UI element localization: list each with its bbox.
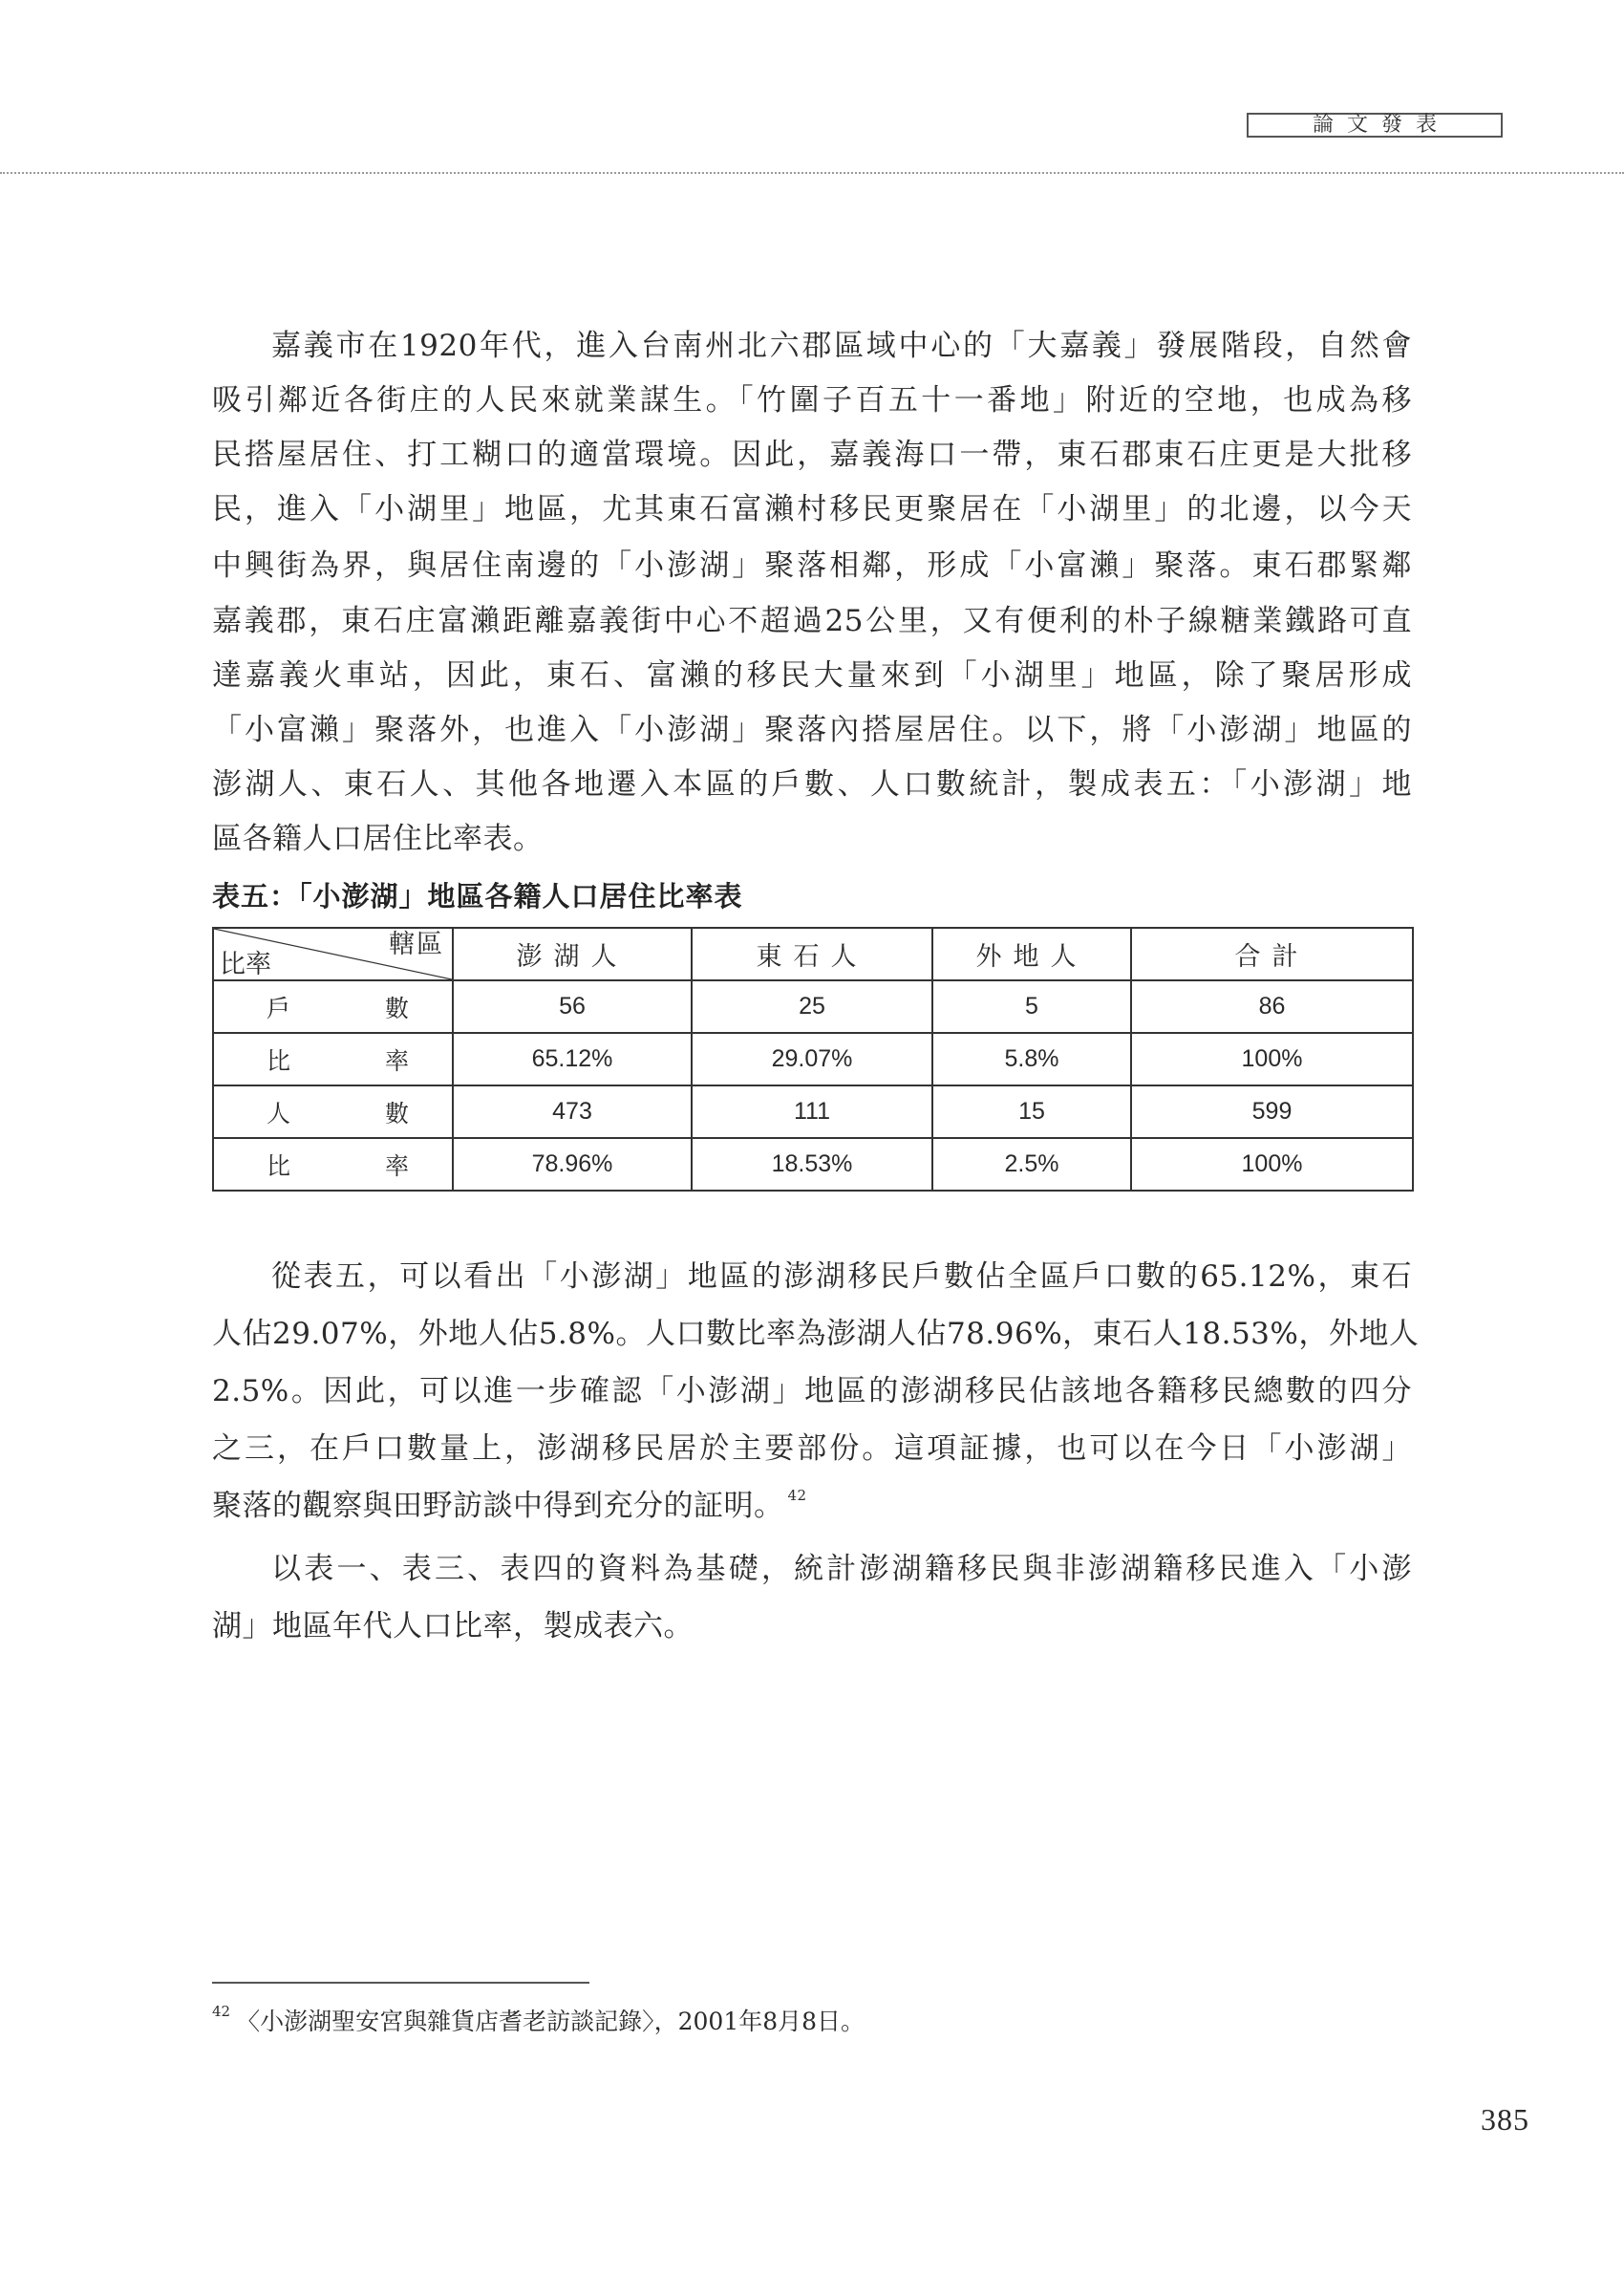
table-cell: 100% [1131, 1138, 1413, 1191]
table-cell: 29.07% [692, 1033, 932, 1085]
row-header [213, 1085, 453, 1138]
paragraph-line: 澎湖人、東石人、其他各地遷入本區的戶數、人口數統計，製成表五：「小澎湖」地 [212, 767, 1412, 802]
paragraph-line: 以表一、表三、表四的資料為基礎，統計澎湖籍移民與非澎湖籍移民進入「小澎 [271, 1552, 1412, 1586]
paragraph-line: 中興街為界，與居住南邊的「小澎湖」聚落相鄰，形成「小富瀨」聚落。東石郡緊鄰 [212, 548, 1412, 583]
table-header-row [213, 928, 1413, 980]
paragraph-line: 嘉義郡，東石庄富瀨距離嘉義街中心不超過25公里，又有便利的朴子線糖業鐵路可直 [212, 604, 1412, 638]
table-cell: 56 [453, 980, 692, 1033]
section-header-label: 論文發表 [1247, 113, 1503, 138]
paragraph-line: 嘉義市在1920年代，進入台南州北六郡區域中心的「大嘉義」發展階段，自然會 [271, 329, 1412, 363]
column-header: 東石人 [692, 928, 932, 980]
paragraph-line: 區各籍人口居住比率表。 [212, 822, 544, 856]
row-header [213, 1138, 453, 1191]
table-cell: 100% [1131, 1033, 1413, 1085]
corner-label-ratio: 比率 [220, 950, 271, 979]
table-title: 表五：「小澎湖」地區各籍人口居住比率表 [212, 880, 743, 913]
footnote [212, 2003, 865, 2041]
table-cell: 2.5% [932, 1138, 1131, 1191]
footnote-text: 〈小澎湖聖安宮與雜貨店耆老訪談記錄〉，2001年8月8日。 [236, 2008, 865, 2035]
footnote-reference[interactable]: 42 [787, 1487, 807, 1504]
row-label-char: 數 [384, 994, 409, 1022]
paragraph-line: 吸引鄰近各街庄的人民來就業謀生。「竹圍子百五十一番地」附近的空地，也成為移 [212, 383, 1412, 418]
paragraph-line [212, 1477, 1412, 1535]
row-header [213, 1033, 453, 1085]
table-corner-cell [213, 928, 453, 980]
paragraph-line: 人佔29.07%，外地人佔5.8%。人口數比率為澎湖人佔78.96%，東石人18.53%，外地人 [212, 1317, 1420, 1351]
row-label-char: 比 [267, 1046, 291, 1075]
population-ratio-table [212, 927, 1414, 1192]
table-cell: 599 [1131, 1085, 1413, 1138]
paragraph-line: 民搭屋居住、打工糊口的適當環境。因此，嘉義海口一帶，東石郡東石庄更是大批移 [212, 438, 1412, 472]
row-label-char: 戶 [267, 994, 291, 1022]
paragraph-line: 2.5%。因此，可以進一步確認「小澎湖」地區的澎湖移民佔該地各籍移民總數的四分 [212, 1374, 1412, 1408]
paragraph-line: 從表五，可以看出「小澎湖」地區的澎湖移民戶數佔全區戶口數的65.12%，東石 [271, 1259, 1412, 1294]
row-header [213, 980, 453, 1033]
row-label-char: 數 [384, 1099, 409, 1128]
row-label-char: 率 [384, 1046, 409, 1075]
table-row [213, 1085, 1413, 1138]
paragraph-1 [212, 319, 1412, 867]
table-cell: 473 [453, 1085, 692, 1138]
column-header: 澎湖人 [453, 928, 692, 980]
page-number: 385 [1481, 2102, 1529, 2137]
table-cell: 18.53% [692, 1138, 932, 1191]
table-cell: 111 [692, 1085, 932, 1138]
paragraph-line: 之三，在戶口數量上，澎湖移民居於主要部份。這項証據，也可以在今日「小澎湖」 [212, 1431, 1412, 1466]
table-cell: 5.8% [932, 1033, 1131, 1085]
table-cell: 78.96% [453, 1138, 692, 1191]
table-row [213, 1138, 1413, 1191]
row-label-char: 比 [267, 1151, 291, 1180]
column-header: 合計 [1131, 928, 1413, 980]
paragraph-line: 民，進入「小湖里」地區，尤其東石富瀨村移民更聚居在「小湖里」的北邊，以今天 [212, 492, 1412, 526]
table-cell: 65.12% [453, 1033, 692, 1085]
table-row [213, 1033, 1413, 1085]
table-cell: 25 [692, 980, 932, 1033]
table-cell: 15 [932, 1085, 1131, 1138]
paragraph-2 [212, 1248, 1420, 1535]
paragraph-line: 「小富瀨」聚落外，也進入「小澎湖」聚落內搭屋居住。以下，將「小澎湖」地區的 [212, 713, 1412, 747]
column-header: 外地人 [932, 928, 1131, 980]
row-label-char: 率 [384, 1151, 409, 1180]
table-row [213, 980, 1413, 1033]
footnote-number: 42 [212, 2003, 231, 2020]
paragraph-3 [212, 1540, 1412, 1655]
corner-label-district: 轄區 [389, 930, 444, 959]
paragraph-line: 達嘉義火車站，因此，東石、富瀨的移民大量來到「小湖里」地區，除了聚居形成 [212, 658, 1412, 693]
paragraph-line: 湖」地區年代人口比率，製成表六。 [212, 1609, 694, 1643]
table-cell: 86 [1131, 980, 1413, 1033]
row-label-char: 人 [267, 1099, 291, 1128]
paragraph-line-text: 聚落的觀察與田野訪談中得到充分的証明。 [212, 1489, 784, 1523]
header-dotted-divider [0, 172, 1624, 174]
footnote-divider [212, 1982, 589, 1984]
table-cell: 5 [932, 980, 1131, 1033]
